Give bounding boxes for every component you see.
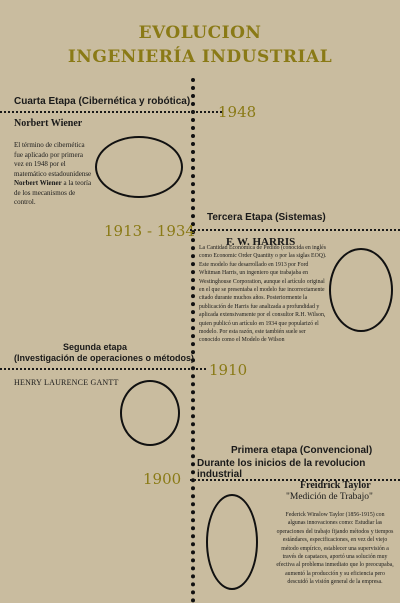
stage-1-heading-line-1: Primera etapa (Convencional) bbox=[231, 445, 373, 456]
stage-3-year: 1913 - 1934 bbox=[104, 222, 195, 240]
stage-3-description: La Cantidad Económica de Pedido (conocida en inglés como Economic Order Quantity o por las siglas EOQ). Este modelo fue desarrollado en 1913 por Ford Whitman Harris, un ingeniero que trabajaba en Westinghouse Corporation, aunque el artículo original en el que se presentaba el modelo fue incorrectamente citado durante muchos años. Posteriormente la publicación de Harris fue analizada a profundidad y aplicada extensivamente por el consultor R.H. Wilson, quien publicó un artículo en 1934 que popularizó el modelo. Por esta razón, este también suele ser conocido como el Modelo de Wilson bbox=[199, 245, 327, 344]
stage-2-connector bbox=[0, 368, 206, 370]
stage-1-person: Freidrick Taylor bbox=[300, 480, 371, 491]
stage-1-subtitle: "Medición de Trabajo" bbox=[286, 492, 373, 502]
stage-4-year: 1948 bbox=[218, 103, 257, 121]
stage-4-description: El término de cibernética fue aplicado por primera vez en 1948 por el matemático estadounidense Norbert Wiener a la teoría de los mecanismos de control. bbox=[14, 141, 92, 206]
stage-1-portrait-oval bbox=[206, 494, 258, 590]
stage-4-person: Norbert Wiener bbox=[14, 118, 83, 129]
stage-3-portrait-oval bbox=[329, 248, 393, 332]
stage-3-heading: Tercera Etapa (Sistemas) bbox=[207, 212, 326, 223]
stage-4-portrait-oval bbox=[95, 136, 183, 198]
stage-2-heading-line-1: Segunda etapa bbox=[63, 342, 128, 352]
stage-3-person: F. W. HARRIS bbox=[226, 236, 296, 248]
stage-2-person: HENRY LAURENCE GANTT bbox=[14, 378, 119, 387]
stage-1-description: Federick Winslow Taylor (1856-1915) con algunas innovaciones como: Estudiar las operaciones del trabajo fijando métodos y tiempos estándares, especificaciones, en vez del viejo método empírico, establecer una supervisión a través de capataces, aportó una solución muy efectiva al problema inmediato que lo preocupaba, aumentó la producción y su eficiencia pero descuidó la visión general de la empresa. bbox=[276, 512, 394, 586]
title-line-2: INGENIERÍA INDUSTRIAL bbox=[67, 47, 333, 67]
stage-1-year: 1900 bbox=[143, 470, 182, 488]
stage-3-connector bbox=[190, 229, 400, 231]
stage-1-heading-line-2: Durante los inicios de la revolucion industrial bbox=[197, 458, 366, 480]
stage-2-heading-line-2: (Investigación de operaciones o métodos) bbox=[14, 353, 195, 363]
stage-4-connector bbox=[0, 111, 222, 113]
title-line-1: EVOLUCION bbox=[138, 23, 262, 43]
stage-2-year: 1910 bbox=[209, 361, 248, 379]
stage-4-heading: Cuarta Etapa (Cibernética y robótica) bbox=[14, 96, 191, 107]
stage-2-portrait-oval bbox=[120, 380, 180, 446]
timeline-axis bbox=[191, 78, 195, 603]
